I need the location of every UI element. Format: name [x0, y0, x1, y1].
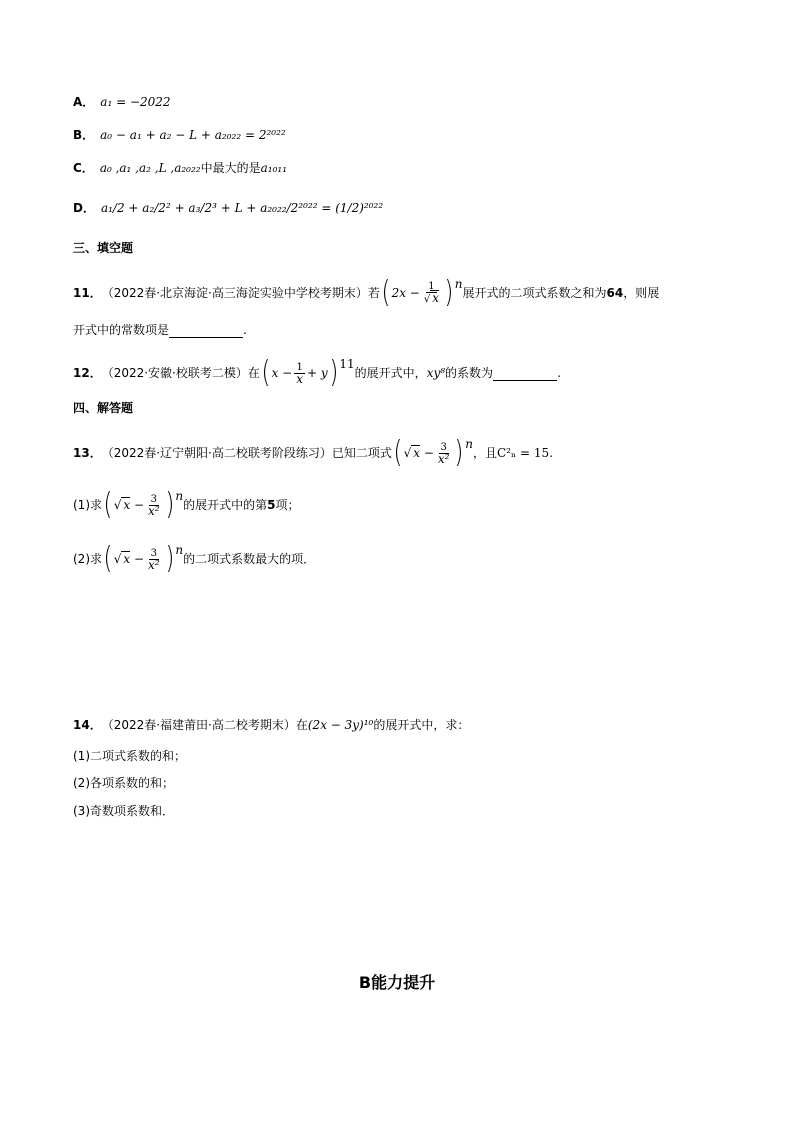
option-d — [73, 198, 383, 218]
right-paren: ) — [165, 541, 174, 576]
question-text: ，且 — [472, 446, 497, 460]
expr-term: √ x − — [113, 498, 145, 512]
fraction-numerator: 3 — [440, 441, 447, 453]
question-end: . — [549, 446, 553, 460]
option-text: 中最大的是 — [200, 161, 261, 175]
option-letter: C． — [73, 161, 94, 175]
right-paren: ) — [329, 355, 338, 390]
term: xy⁸ — [426, 366, 446, 380]
left-paren: ( — [261, 355, 271, 390]
question-13-part-2 — [73, 541, 316, 576]
expr-term: √ x − — [113, 552, 145, 566]
question-end: . — [243, 323, 247, 337]
question-text-tail: 的系数为 — [445, 366, 494, 380]
fraction — [294, 362, 305, 385]
fraction — [436, 442, 452, 465]
part-label: (1)求 — [73, 498, 102, 512]
part-label: (2)求 — [73, 552, 102, 566]
part-end: 项； — [275, 498, 300, 512]
fraction-numerator: 3 — [150, 547, 157, 559]
option-formula-end: a₁₀₁₁ — [260, 161, 288, 175]
question-source: （2022春·辽宁朝阳·高二校联考阶段练习）已知二项式 — [101, 446, 392, 460]
part-text: 的展开式中的第 — [183, 498, 268, 512]
term-index: 5 — [267, 498, 276, 512]
fraction — [422, 281, 441, 305]
left-paren: ( — [393, 435, 403, 470]
option-letter: D． — [73, 201, 95, 215]
question-text: 开式中的常数项是 — [73, 323, 170, 337]
fraction-numerator: 1 — [296, 361, 303, 373]
left-paren: ( — [381, 275, 391, 310]
option-formula: a₁ = −2022 — [100, 95, 171, 109]
question-14-item: (2)各项系数的和； — [73, 776, 174, 790]
question-text: 的展开式中，求： — [373, 718, 470, 732]
question-end: . — [557, 366, 561, 380]
fraction-denominator: x² — [437, 451, 450, 466]
option-formula: a₀ ,a₁ ,a₂ ,L ,a₂₀₂₂ — [99, 161, 201, 175]
question-number: 11． — [73, 286, 102, 300]
fraction-numerator: 3 — [150, 493, 157, 505]
fraction-denominator: x² — [148, 503, 160, 518]
question-12 — [73, 355, 561, 390]
expr-term: + y — [307, 366, 328, 380]
question-13 — [73, 435, 553, 470]
option-b — [73, 125, 286, 145]
question-number: 12． — [73, 366, 102, 380]
right-paren: ) — [454, 435, 464, 470]
left-paren: ( — [103, 487, 113, 522]
answer-blank[interactable] — [169, 323, 243, 338]
question-source: （2022·安徽·校联考二模）在 — [101, 366, 260, 380]
exponent-n: n — [465, 437, 473, 451]
option-c — [73, 158, 287, 178]
part-text: 的二项式系数最大的项． — [183, 552, 316, 566]
right-paren: ) — [444, 275, 454, 310]
expr-term: √ x − — [403, 446, 434, 460]
fraction-denominator: x — [296, 371, 304, 386]
option-formula: a₀ − a₁ + a₂ − L + a₂₀₂₂ = 2²⁰²² — [100, 128, 286, 142]
question-14-item: (3)奇数项系数和． — [73, 804, 174, 818]
question-source: （2022春·北京海淀·高三海淀实验中学校考期末）若 — [101, 286, 380, 300]
question-text: 的展开式中， — [354, 366, 427, 380]
expr-term: x − — [271, 366, 293, 380]
question-14 — [73, 715, 469, 735]
section-title: B能力提升 — [358, 973, 436, 992]
question-13-part-1 — [73, 487, 300, 522]
exponent-n: n — [175, 543, 184, 557]
section-fill-heading: 三、填空题 — [73, 241, 134, 255]
question-11-line2 — [73, 320, 247, 340]
sum-value: 64 — [606, 286, 624, 300]
fraction-denominator: x² — [148, 557, 160, 572]
fraction — [146, 494, 162, 517]
question-14-item: (1)二项式系数的和； — [73, 749, 186, 763]
fraction-numerator: 1 — [428, 281, 435, 292]
question-text-tail: ，则展 — [623, 286, 660, 300]
exponent-n: n — [454, 277, 463, 291]
expression: (2x − 3y)¹⁰ — [307, 718, 374, 732]
answer-blank[interactable] — [493, 366, 557, 381]
question-number: 13． — [73, 446, 102, 460]
option-letter: B． — [73, 128, 95, 142]
condition-formula: C²ₙ = 15 — [496, 446, 550, 460]
exponent-n: n — [175, 489, 184, 503]
question-11 — [73, 275, 660, 310]
section-answer-heading: 四、解答题 — [73, 401, 134, 415]
right-paren: ) — [165, 487, 174, 522]
option-formula: a₁/2 + a₂/2² + a₃/2³ + L + a₂₀₂₂/2²⁰²² = (1/2)²⁰²² — [100, 201, 384, 215]
question-source: （2022春·福建莆田·高二校考期末）在 — [101, 718, 308, 732]
expr-term: 2x − — [391, 286, 420, 300]
fraction-denominator: √ x — [423, 291, 440, 305]
question-number: 14． — [73, 718, 102, 732]
exponent: 11 — [339, 357, 355, 371]
option-letter: A． — [73, 95, 95, 109]
left-paren: ( — [103, 541, 113, 576]
option-a — [73, 92, 171, 112]
question-text: 展开式的二项式系数之和为 — [462, 286, 607, 300]
fraction — [146, 548, 162, 571]
